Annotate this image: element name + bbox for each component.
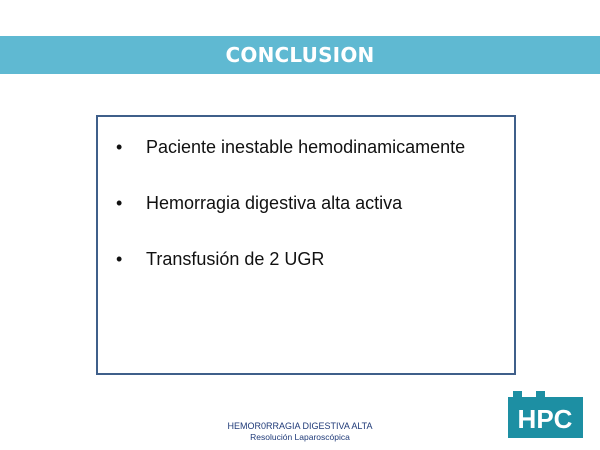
bullet-item bbox=[116, 189, 465, 217]
logo-notch-left bbox=[513, 391, 522, 397]
bullet-item bbox=[116, 245, 465, 273]
bullet-dot-icon: • bbox=[116, 248, 123, 269]
footer-title: HEMOR0RRAGIA DIGESTIVA ALTA bbox=[227, 421, 373, 431]
footer bbox=[200, 421, 400, 443]
bullet-text: Transfusión de 2 UGR bbox=[146, 248, 325, 269]
bullet-text: Paciente inestable hemodinamicamente bbox=[146, 136, 466, 157]
title-bar bbox=[0, 36, 600, 74]
footer-subtitle: Resolución Laparoscópica bbox=[250, 432, 350, 442]
bullet-text: Hemorragia digestiva alta activa bbox=[146, 192, 403, 213]
slide-title: CONCLUSION bbox=[225, 43, 375, 67]
bullet-item bbox=[116, 133, 465, 161]
hpc-logo bbox=[508, 391, 583, 438]
logo-notch-right bbox=[536, 391, 545, 397]
bullet-list bbox=[116, 133, 465, 301]
logo-text: HPC bbox=[517, 404, 573, 434]
bullet-dot-icon: • bbox=[116, 192, 123, 213]
bullet-dot-icon: • bbox=[116, 136, 123, 157]
content-box bbox=[96, 115, 516, 375]
